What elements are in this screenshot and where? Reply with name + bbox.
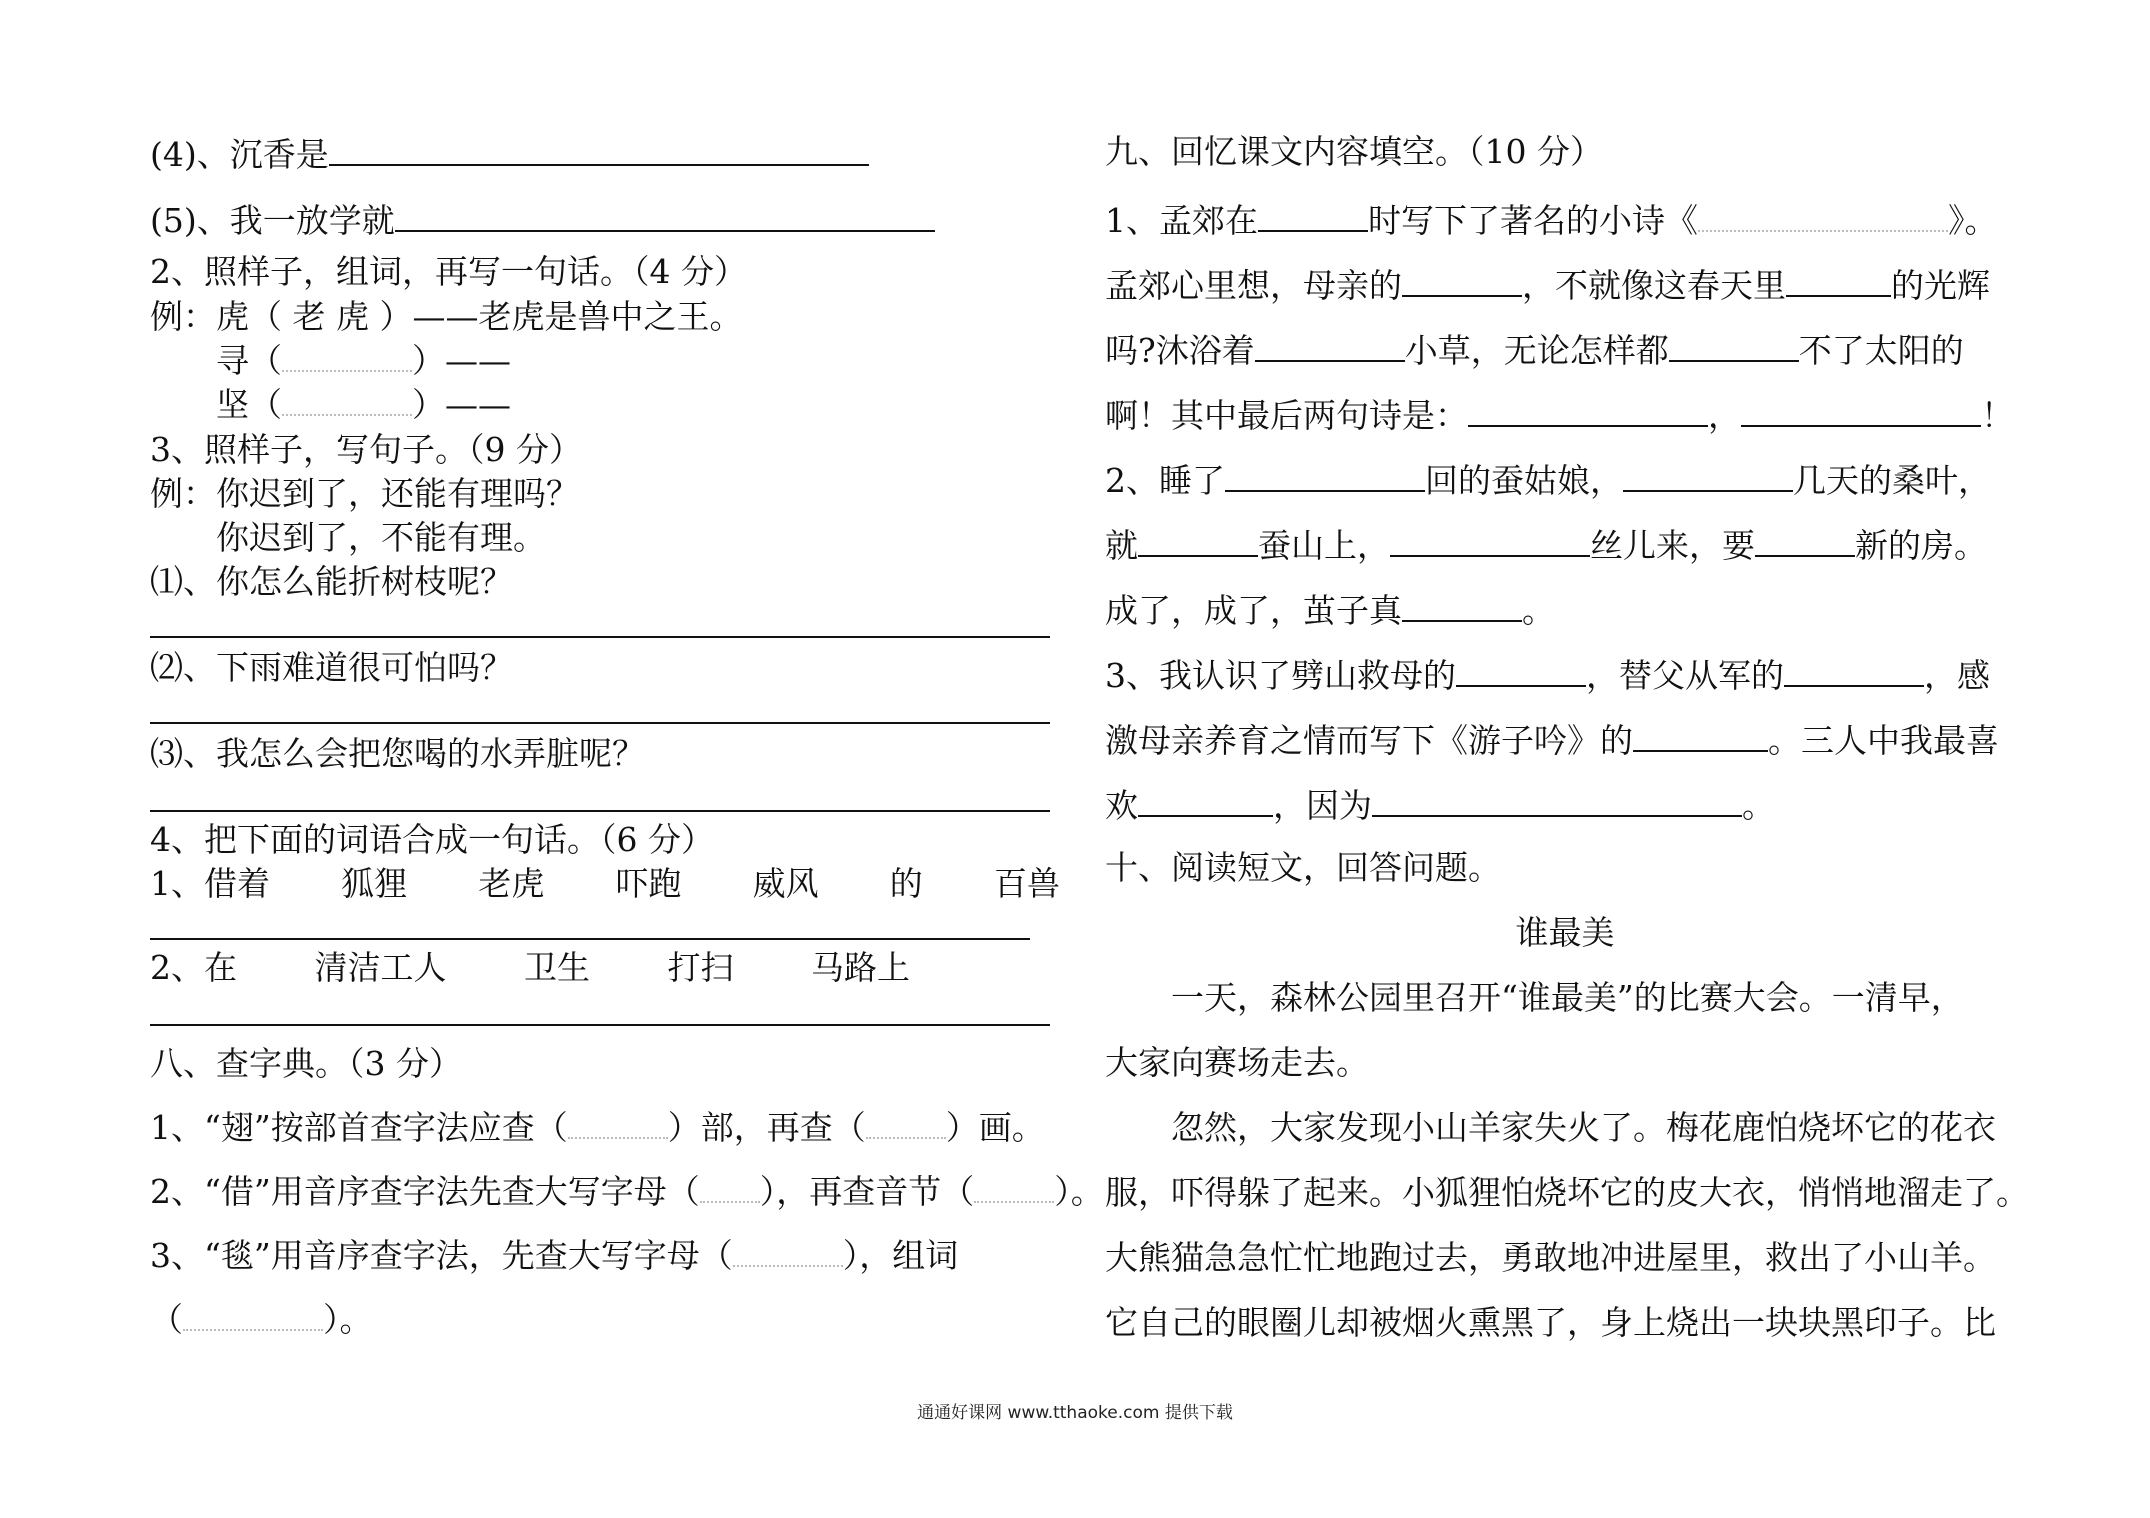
footer-credit: 通通好课网 www.tthaoke.com 提供下载 (917, 1403, 1233, 1423)
answer-blank[interactable] (1468, 391, 1708, 427)
answer-blank[interactable] (1225, 456, 1425, 492)
section-8-title: 八、查字典。（3 分） (150, 1044, 462, 1083)
section-8-question-1: 1、“翅”按部首查字法应查（ ）部，再查（ ）画。 (150, 1108, 1045, 1147)
answer-blank[interactable] (1372, 781, 1742, 817)
answer-blank[interactable] (282, 342, 412, 372)
answer-blank[interactable] (1255, 326, 1405, 362)
story-paragraph-2-line-2: 服，吓得躲了起来。小狐狸怕烧坏它的皮大衣，悄悄地溜走了。 (1105, 1173, 2029, 1212)
answer-blank[interactable] (733, 1237, 843, 1267)
answer-blank[interactable] (568, 1109, 668, 1139)
section-8-question-3-cont: （ ）。 (150, 1300, 373, 1339)
section-2-title: 2、照样子，组词，再写一句话。（4 分） (150, 252, 747, 291)
answer-line[interactable] (150, 636, 1050, 638)
section-9-line-10: 欢 ，因为 。 (1105, 781, 1775, 828)
answer-blank[interactable] (1258, 196, 1368, 232)
section-9-line-5: 2、睡了 回的蚕姑娘， 几天的桑叶， (1105, 456, 1991, 503)
answer-blank[interactable] (1456, 651, 1586, 687)
answer-line[interactable] (150, 938, 1030, 940)
section-2-item-1: 寻（ ）—— (216, 341, 511, 380)
answer-blank[interactable] (1402, 586, 1522, 622)
story-title: 谁最美 (1515, 913, 1615, 952)
section-2-example: 例：虎（ 老 虎 ）——老虎是兽中之王。 (150, 297, 743, 336)
section-8-question-2: 2、“借”用音序查字法先查大写字母（ ），再查音节（ ）。 (150, 1172, 1104, 1211)
story-paragraph-1-cont: 大家向赛场走去。 (1105, 1043, 1369, 1082)
answer-blank[interactable] (329, 130, 869, 166)
answer-blank[interactable] (1402, 261, 1522, 297)
section-3-example-1: 例：你迟到了，还能有理吗？ (150, 474, 579, 513)
section-9-line-6: 就 蚕山上， 丝儿来，要 新的房。 (1105, 521, 1987, 568)
section-9-line-8: 3、我认识了劈山救母的 ，替父从军的 ，感 (1105, 651, 1990, 698)
section-3-question-1: ⑴、你怎么能折树枝呢？ (150, 562, 513, 601)
question-5: (5)、我一放学就 (150, 196, 935, 243)
section-4-words-2: 2、在 清洁工人 卫生 打扫 马路上 (150, 948, 910, 987)
answer-blank[interactable] (866, 1109, 946, 1139)
answer-line[interactable] (150, 810, 1050, 812)
story-paragraph-2: 忽然，大家发现小山羊家失火了。梅花鹿怕烧坏它的花衣 (1171, 1108, 1996, 1147)
answer-blank[interactable] (1755, 521, 1855, 557)
answer-blank[interactable] (1138, 781, 1273, 817)
answer-blank[interactable] (1786, 261, 1891, 297)
section-2-item-2: 坚（ ）—— (216, 385, 511, 424)
section-3-question-3: ⑶、我怎么会把您喝的水弄脏呢？ (150, 734, 645, 773)
answer-blank[interactable] (1741, 391, 1981, 427)
story-paragraph-2-line-4: 它自己的眼圈儿却被烟火熏黑了，身上烧出一块块黑印子。比 (1105, 1303, 1996, 1342)
section-8-question-3: 3、“毯”用音序查字法，先查大写字母（ ），组词 (150, 1236, 959, 1275)
section-4-title: 4、把下面的词语合成一句话。（6 分） (150, 820, 714, 859)
answer-blank[interactable] (1784, 651, 1924, 687)
section-3-example-2: 你迟到了，不能有理。 (216, 518, 546, 557)
answer-blank[interactable] (974, 1173, 1054, 1203)
answer-blank[interactable] (395, 196, 935, 232)
answer-blank[interactable] (1623, 456, 1793, 492)
answer-line[interactable] (150, 722, 1050, 724)
answer-blank[interactable] (183, 1301, 323, 1331)
section-3-question-2: ⑵、下雨难道很可怕吗？ (150, 648, 513, 687)
section-9-line-9: 激母亲养育之情而写下《游子吟》的 。三人中我最喜 (1105, 716, 1999, 763)
story-paragraph-2-line-3: 大熊猫急急忙忙地跑过去，勇敢地冲进屋里，救出了小山羊。 (1105, 1238, 1996, 1277)
section-9-line-3: 吗?沐浴着 小草，无论怎样都 不了太阳的 (1105, 326, 1964, 373)
section-9-title: 九、回忆课文内容填空。（10 分） (1105, 132, 1603, 171)
answer-blank[interactable] (1698, 202, 1948, 232)
section-4-words-1: 1、借着 狐狸 老虎 吓跑 威风 的 百兽 (150, 864, 1060, 903)
answer-blank[interactable] (700, 1173, 760, 1203)
question-4: (4)、沉香是 (150, 130, 869, 177)
section-9-line-4: 啊！其中最后两句诗是： ， ！ (1105, 391, 2014, 438)
section-9-line-1: 1、孟郊在 时写下了著名的小诗《 》。 (1105, 196, 1998, 243)
story-paragraph-1: 一天，森林公园里召开“谁最美”的比赛大会。一清早， (1171, 978, 1964, 1017)
section-10-title: 十、阅读短文，回答问题。 (1105, 848, 1501, 887)
section-9-line-2: 孟郊心里想，母亲的 ，不就像这春天里 的光辉 (1105, 261, 1990, 308)
section-3-title: 3、照样子，写句子。（9 分） (150, 430, 582, 469)
answer-blank[interactable] (1138, 521, 1258, 557)
section-9-line-7: 成了，成了，茧子真 。 (1105, 586, 1555, 633)
answer-blank[interactable] (1633, 716, 1768, 752)
answer-line[interactable] (150, 1024, 1050, 1026)
answer-blank[interactable] (282, 386, 412, 416)
answer-blank[interactable] (1390, 521, 1590, 557)
answer-blank[interactable] (1669, 326, 1799, 362)
